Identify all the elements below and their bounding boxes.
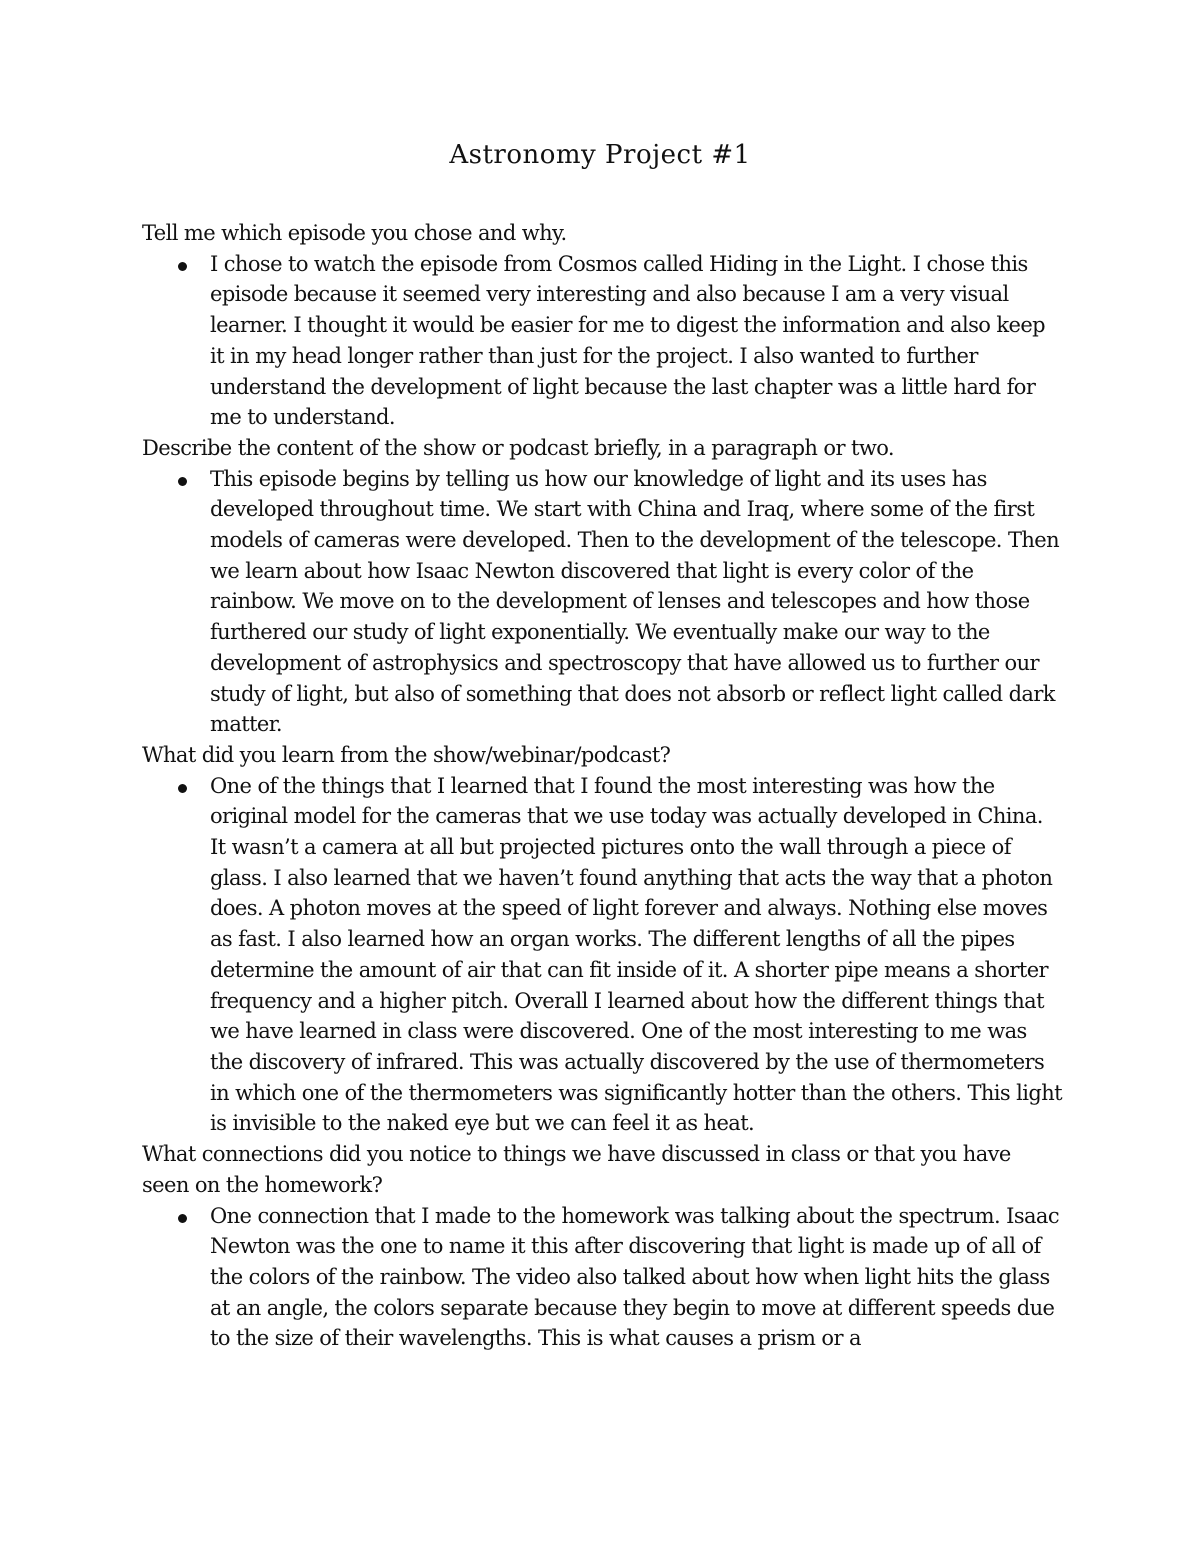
answer-text: I chose to watch the episode from Cosmos called Hiding in the Light. I chose this episode because it seemed very interesting and also because I am a very visual learner. I thought it would be easier for me to digest the information and also keep it in my head longer rather than just for the project. I also wanted to further understand the development of light because the last chapter was a little hard for me to understand. [210,251,1045,430]
question-1: Tell me which episode you chose and why. [142,221,567,245]
question-3: What did you learn from the show/webinar/podcast? [142,742,671,767]
answer-4 [142,1201,1062,1355]
answer-2 [142,464,1062,740]
answer-1 [142,249,1062,433]
answer-text: One connection that I made to the homework was talking about the spectrum. Isaac Newton was the one to name it this after discovering that light is made up of all of the colors of the rainbow. The video also talked about how when light hits the glass at an angle, the colors separate because they begin to move at different speeds due to the size of their wavelengths. This is what causes a prism or a [210,1203,1059,1351]
question-2: Describe the content of the show or podcast briefly, in a paragraph or two. [142,435,894,460]
bullet-icon [178,1214,187,1223]
bullet-icon [178,784,187,793]
question-4: What connections did you notice to things we have discussed in class or that you have seen on the homework? [142,1142,1011,1197]
bullet-icon [178,477,187,486]
answer-text: One of the things that I learned that I found the most interesting was how the original model for the cameras that we use today was actually developed in China. It wasn’t a camera at all but projected pictures onto the wall through a piece of glass. I also learned that we haven’t found anything that acts the way that a photon does. A photon moves at the speed of light forever and always. Nothing else moves as fast. I also learned how an organ works. The different lengths of all the pipes determine the amount of air that can fit inside of it. A shorter pipe means a shorter frequency and a higher pitch. Overall I learned about how the different things that we have learned in class were discovered. One of the most interesting to me was the discovery of infrared. This was actually discovered by the use of thermometers in which one of the thermometers was significantly hotter than the others. This light is invisible to the naked eye but we can feel it as heat. [210,773,1063,1136]
document-body [142,218,1062,1354]
answer-3 [142,771,1062,1139]
answer-text: This episode begins by telling us how our knowledge of light and its uses has developed throughout time. We start with China and Iraq, where some of the first models of cameras were developed. Then to the development of the telescope. Then we learn about how Isaac Newton discovered that light is every color of the rainbow. We move on to the development of lenses and telescopes and how those furthered our study of light exponentially. We eventually make our way to the development of astrophysics and spectroscopy that have allowed us to further our study of light, but also of something that does not absorb or reflect light called dark matter. [210,466,1060,737]
bullet-icon [178,262,187,271]
page-title: Astronomy Project #1 [449,140,751,170]
